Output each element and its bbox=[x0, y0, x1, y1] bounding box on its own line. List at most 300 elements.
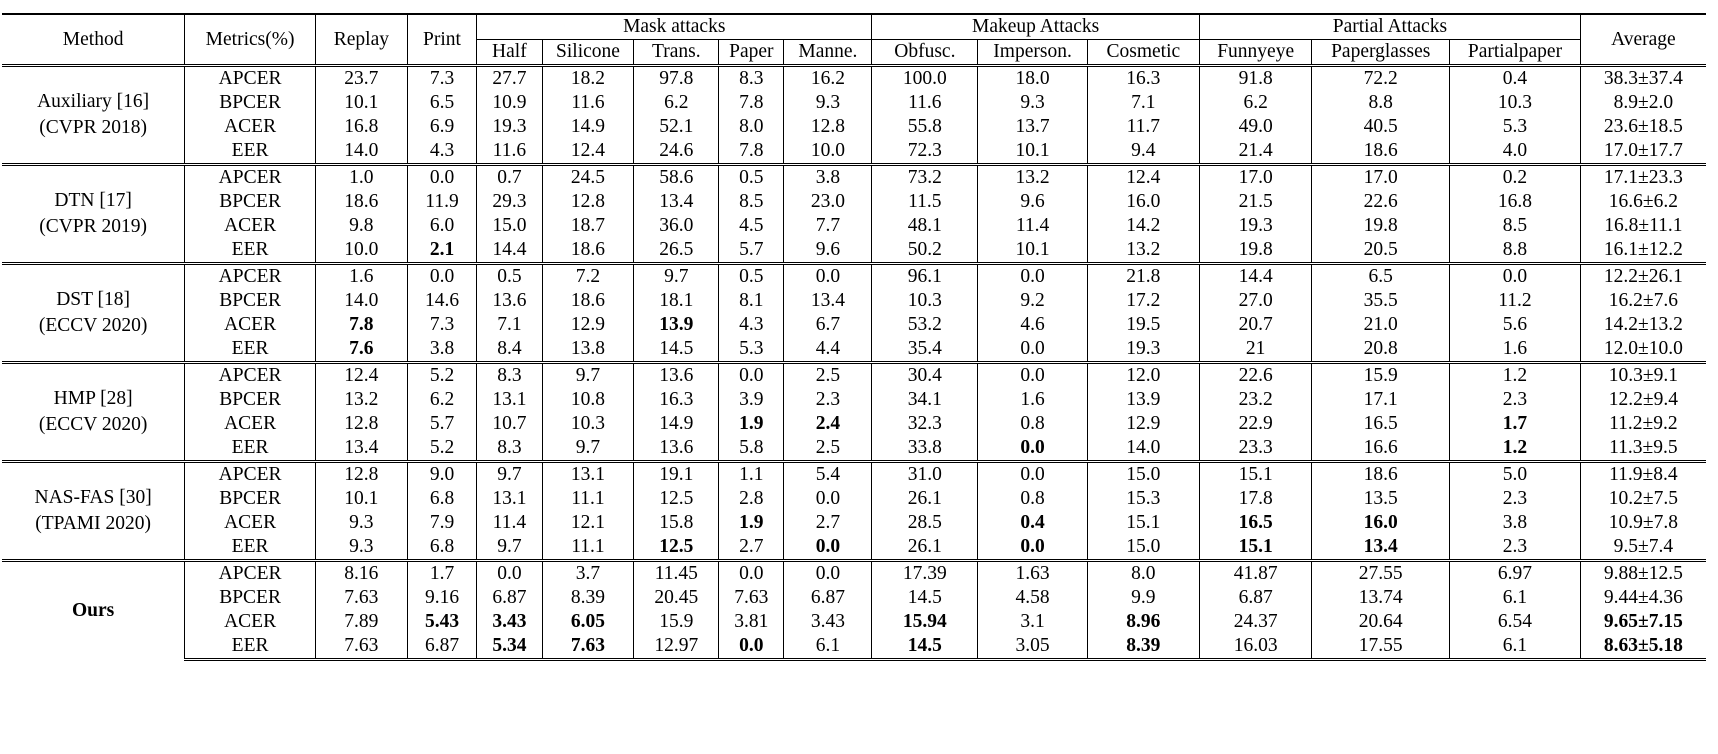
method-name: Auxiliary [16] bbox=[37, 91, 150, 112]
table-row bbox=[2, 511, 1706, 535]
value-cell: 12.4 bbox=[1087, 165, 1199, 191]
value-cell: 20.8 bbox=[1312, 337, 1450, 363]
value-cell: 20.7 bbox=[1200, 313, 1312, 337]
value-cell: 16.03 bbox=[1200, 634, 1312, 660]
value-cell: 7.2 bbox=[542, 264, 634, 290]
method-cell bbox=[2, 462, 185, 561]
value-cell: 16.8 bbox=[1450, 190, 1581, 214]
value-cell: 9.9 bbox=[1087, 586, 1199, 610]
value-cell: 22.6 bbox=[1312, 190, 1450, 214]
method-name: Ours bbox=[71, 599, 115, 621]
value-cell: 14.4 bbox=[477, 238, 542, 264]
value-cell: 6.2 bbox=[407, 388, 476, 412]
metric-cell: EER bbox=[185, 139, 316, 165]
value-cell: 11.1 bbox=[542, 487, 634, 511]
value-cell: 2.5 bbox=[784, 436, 872, 462]
table-row bbox=[2, 264, 1706, 290]
value-cell: 0.4 bbox=[978, 511, 1087, 535]
average-cell: 16.6±6.2 bbox=[1608, 191, 1678, 212]
value-cell: 13.4 bbox=[1312, 535, 1450, 561]
header-sub-trans: Trans. bbox=[634, 40, 719, 66]
value-cell: 7.3 bbox=[407, 313, 476, 337]
value-cell: 0.0 bbox=[978, 337, 1087, 363]
value-cell: 0.5 bbox=[477, 264, 542, 290]
value-cell: 1.63 bbox=[978, 561, 1087, 587]
method-group bbox=[2, 165, 1706, 264]
value-cell: 14.5 bbox=[634, 337, 719, 363]
value-cell: 2.1 bbox=[407, 238, 476, 264]
value-cell: 1.6 bbox=[978, 388, 1087, 412]
table-row bbox=[2, 412, 1706, 436]
value-cell: 12.5 bbox=[634, 487, 719, 511]
value-cell: 5.4 bbox=[784, 462, 872, 488]
value-cell: 14.9 bbox=[542, 115, 634, 139]
value-cell: 73.2 bbox=[872, 165, 978, 191]
value-cell: 16.2 bbox=[784, 66, 872, 92]
value-cell: 11.1 bbox=[542, 535, 634, 561]
table-row bbox=[2, 238, 1706, 264]
value-cell: 13.8 bbox=[542, 337, 634, 363]
table-row bbox=[2, 214, 1706, 238]
header-replay: Replay bbox=[315, 14, 407, 66]
value-cell: 0.5 bbox=[719, 165, 784, 191]
metric-cell: EER bbox=[185, 634, 316, 660]
value-cell: 6.1 bbox=[1450, 634, 1581, 660]
value-cell: 20.5 bbox=[1312, 238, 1450, 264]
value-cell: 0.0 bbox=[978, 363, 1087, 389]
value-cell: 11.4 bbox=[477, 511, 542, 535]
value-cell: 13.6 bbox=[634, 363, 719, 389]
value-cell: 4.3 bbox=[407, 139, 476, 165]
metric-cell: BPCER bbox=[185, 586, 316, 610]
value-cell: 8.96 bbox=[1087, 610, 1199, 634]
value-cell: 21.8 bbox=[1087, 264, 1199, 290]
value-cell: 4.4 bbox=[784, 337, 872, 363]
average-cell: 9.5±7.4 bbox=[1613, 536, 1674, 557]
header-group-mask: Mask attacks bbox=[477, 14, 872, 40]
metric-cell: EER bbox=[185, 436, 316, 462]
header-sub-silicone: Silicone bbox=[542, 40, 634, 66]
table-row bbox=[2, 91, 1706, 115]
value-cell: 24.37 bbox=[1200, 610, 1312, 634]
value-cell: 19.3 bbox=[1087, 337, 1199, 363]
value-cell: 1.7 bbox=[407, 561, 476, 587]
header-sub-paperglasses: Paperglasses bbox=[1312, 40, 1450, 66]
value-cell: 5.2 bbox=[407, 436, 476, 462]
value-cell: 32.3 bbox=[872, 412, 978, 436]
average-cell: 9.65±7.15 bbox=[1603, 611, 1683, 632]
value-cell: 0.0 bbox=[784, 535, 872, 561]
average-cell: 38.3±37.4 bbox=[1580, 66, 1706, 92]
average-cell: 17.0±17.7 bbox=[1603, 140, 1683, 161]
method-cell bbox=[2, 561, 185, 660]
value-cell: 58.6 bbox=[634, 165, 719, 191]
metric-cell: APCER bbox=[185, 264, 316, 290]
header-sub-paper: Paper bbox=[719, 40, 784, 66]
table-row bbox=[2, 337, 1706, 363]
average-cell: 10.2±7.5 bbox=[1608, 488, 1678, 509]
value-cell: 18.7 bbox=[542, 214, 634, 238]
table-row bbox=[2, 289, 1706, 313]
value-cell: 17.2 bbox=[1087, 289, 1199, 313]
value-cell: 1.7 bbox=[1450, 412, 1581, 436]
value-cell: 9.7 bbox=[634, 264, 719, 290]
value-cell: 16.3 bbox=[634, 388, 719, 412]
value-cell: 7.3 bbox=[407, 66, 476, 92]
value-cell: 0.8 bbox=[978, 487, 1087, 511]
value-cell: 3.1 bbox=[978, 610, 1087, 634]
value-cell: 21.5 bbox=[1200, 190, 1312, 214]
value-cell: 7.63 bbox=[315, 634, 407, 660]
value-cell: 8.5 bbox=[719, 190, 784, 214]
value-cell: 10.3 bbox=[542, 412, 634, 436]
value-cell: 19.5 bbox=[1087, 313, 1199, 337]
value-cell: 8.8 bbox=[1450, 238, 1581, 264]
value-cell: 14.5 bbox=[872, 586, 978, 610]
value-cell: 21 bbox=[1200, 337, 1312, 363]
value-cell: 8.0 bbox=[719, 115, 784, 139]
value-cell: 21.4 bbox=[1200, 139, 1312, 165]
value-cell: 7.7 bbox=[784, 214, 872, 238]
metric-cell: APCER bbox=[185, 363, 316, 389]
value-cell: 9.7 bbox=[477, 462, 542, 488]
value-cell: 19.3 bbox=[1200, 214, 1312, 238]
value-cell: 9.3 bbox=[978, 91, 1087, 115]
value-cell: 10.1 bbox=[978, 139, 1087, 165]
value-cell: 10.1 bbox=[978, 238, 1087, 264]
value-cell: 13.9 bbox=[634, 313, 719, 337]
value-cell: 19.1 bbox=[634, 462, 719, 488]
metric-cell: APCER bbox=[185, 66, 316, 92]
value-cell: 48.1 bbox=[872, 214, 978, 238]
value-cell: 33.8 bbox=[872, 436, 978, 462]
value-cell: 15.8 bbox=[634, 511, 719, 535]
value-cell: 6.2 bbox=[1200, 91, 1312, 115]
metric-cell: ACER bbox=[185, 313, 316, 337]
header-group-makeup: Makeup Attacks bbox=[872, 14, 1200, 40]
average-cell: 17.1±23.3 bbox=[1580, 165, 1706, 191]
value-cell: 18.6 bbox=[1312, 462, 1450, 488]
value-cell: 0.0 bbox=[978, 535, 1087, 561]
value-cell: 7.8 bbox=[719, 91, 784, 115]
metric-cell: BPCER bbox=[185, 388, 316, 412]
value-cell: 16.0 bbox=[1087, 190, 1199, 214]
value-cell: 29.3 bbox=[477, 190, 542, 214]
value-cell: 24.5 bbox=[542, 165, 634, 191]
value-cell: 3.8 bbox=[407, 337, 476, 363]
value-cell: 13.9 bbox=[1087, 388, 1199, 412]
value-cell: 96.1 bbox=[872, 264, 978, 290]
value-cell: 18.0 bbox=[978, 66, 1087, 92]
method-name: HMP [28] bbox=[53, 388, 133, 409]
value-cell: 18.6 bbox=[315, 190, 407, 214]
value-cell: 72.2 bbox=[1312, 66, 1450, 92]
value-cell: 10.1 bbox=[315, 91, 407, 115]
value-cell: 13.6 bbox=[634, 436, 719, 462]
value-cell: 7.89 bbox=[315, 610, 407, 634]
header-sub-obfusc: Obfusc. bbox=[872, 40, 978, 66]
value-cell: 12.5 bbox=[634, 535, 719, 561]
value-cell: 0.0 bbox=[719, 561, 784, 587]
header-group-partial: Partial Attacks bbox=[1200, 14, 1581, 40]
header-metrics: Metrics(%) bbox=[185, 14, 316, 66]
metric-cell: APCER bbox=[185, 561, 316, 587]
value-cell: 5.0 bbox=[1450, 462, 1581, 488]
header-sub-cosmetic: Cosmetic bbox=[1087, 40, 1199, 66]
value-cell: 1.1 bbox=[719, 462, 784, 488]
method-venue: (ECCV 2020) bbox=[38, 414, 148, 435]
value-cell: 15.9 bbox=[1312, 363, 1450, 389]
metric-cell: ACER bbox=[185, 412, 316, 436]
value-cell: 0.0 bbox=[784, 264, 872, 290]
value-cell: 2.3 bbox=[784, 388, 872, 412]
value-cell: 2.7 bbox=[719, 535, 784, 561]
value-cell: 13.4 bbox=[634, 190, 719, 214]
value-cell: 11.4 bbox=[978, 214, 1087, 238]
table-row bbox=[2, 610, 1706, 634]
value-cell: 4.6 bbox=[978, 313, 1087, 337]
value-cell: 14.4 bbox=[1200, 264, 1312, 290]
value-cell: 10.0 bbox=[784, 139, 872, 165]
value-cell: 3.81 bbox=[719, 610, 784, 634]
value-cell: 12.8 bbox=[542, 190, 634, 214]
method-name: DTN [17] bbox=[54, 190, 132, 211]
metric-cell: BPCER bbox=[185, 289, 316, 313]
value-cell: 8.3 bbox=[477, 436, 542, 462]
value-cell: 5.8 bbox=[719, 436, 784, 462]
metric-cell: ACER bbox=[185, 115, 316, 139]
value-cell: 12.1 bbox=[542, 511, 634, 535]
table-row bbox=[2, 190, 1706, 214]
value-cell: 9.0 bbox=[407, 462, 476, 488]
value-cell: 2.5 bbox=[784, 363, 872, 389]
value-cell: 8.8 bbox=[1312, 91, 1450, 115]
value-cell: 3.43 bbox=[477, 610, 542, 634]
value-cell: 13.4 bbox=[784, 289, 872, 313]
table-row bbox=[2, 561, 1706, 587]
value-cell: 22.9 bbox=[1200, 412, 1312, 436]
value-cell: 12.97 bbox=[634, 634, 719, 660]
value-cell: 13.6 bbox=[477, 289, 542, 313]
value-cell: 6.87 bbox=[477, 586, 542, 610]
value-cell: 7.9 bbox=[407, 511, 476, 535]
value-cell: 11.6 bbox=[542, 91, 634, 115]
value-cell: 17.55 bbox=[1312, 634, 1450, 660]
value-cell: 7.63 bbox=[315, 586, 407, 610]
metric-cell: BPCER bbox=[185, 190, 316, 214]
value-cell: 3.43 bbox=[784, 610, 872, 634]
value-cell: 10.3 bbox=[1450, 91, 1581, 115]
header-sub-imperson: Imperson. bbox=[978, 40, 1087, 66]
value-cell: 9.16 bbox=[407, 586, 476, 610]
value-cell: 13.2 bbox=[1087, 238, 1199, 264]
value-cell: 6.8 bbox=[407, 487, 476, 511]
value-cell: 7.63 bbox=[719, 586, 784, 610]
value-cell: 5.3 bbox=[719, 337, 784, 363]
method-group bbox=[2, 462, 1706, 561]
value-cell: 13.2 bbox=[315, 388, 407, 412]
value-cell: 10.0 bbox=[315, 238, 407, 264]
value-cell: 4.5 bbox=[719, 214, 784, 238]
value-cell: 19.8 bbox=[1200, 238, 1312, 264]
value-cell: 5.34 bbox=[477, 634, 542, 660]
value-cell: 41.87 bbox=[1200, 561, 1312, 587]
value-cell: 16.6 bbox=[1312, 436, 1450, 462]
value-cell: 16.5 bbox=[1312, 412, 1450, 436]
value-cell: 18.6 bbox=[542, 238, 634, 264]
value-cell: 15.1 bbox=[1087, 511, 1199, 535]
value-cell: 55.8 bbox=[872, 115, 978, 139]
value-cell: 11.5 bbox=[872, 190, 978, 214]
average-cell: 10.9±7.8 bbox=[1608, 512, 1678, 533]
value-cell: 0.2 bbox=[1450, 165, 1581, 191]
value-cell: 0.0 bbox=[784, 487, 872, 511]
value-cell: 1.2 bbox=[1450, 363, 1581, 389]
value-cell: 11.6 bbox=[872, 91, 978, 115]
average-cell: 16.2±7.6 bbox=[1608, 290, 1678, 311]
value-cell: 49.0 bbox=[1200, 115, 1312, 139]
metric-cell: ACER bbox=[185, 214, 316, 238]
method-name: NAS-FAS [30] bbox=[34, 487, 152, 508]
value-cell: 13.74 bbox=[1312, 586, 1450, 610]
value-cell: 3.7 bbox=[542, 561, 634, 587]
value-cell: 1.6 bbox=[315, 264, 407, 290]
table-row bbox=[2, 634, 1706, 660]
value-cell: 0.5 bbox=[719, 264, 784, 290]
value-cell: 0.0 bbox=[719, 634, 784, 660]
value-cell: 7.63 bbox=[542, 634, 634, 660]
value-cell: 5.7 bbox=[719, 238, 784, 264]
value-cell: 30.4 bbox=[872, 363, 978, 389]
value-cell: 9.8 bbox=[315, 214, 407, 238]
value-cell: 16.0 bbox=[1312, 511, 1450, 535]
value-cell: 9.3 bbox=[315, 535, 407, 561]
value-cell: 10.8 bbox=[542, 388, 634, 412]
average-cell: 8.9±2.0 bbox=[1613, 92, 1674, 113]
value-cell: 10.7 bbox=[477, 412, 542, 436]
value-cell: 13.2 bbox=[978, 165, 1087, 191]
value-cell: 31.0 bbox=[872, 462, 978, 488]
average-cell: 12.2±26.1 bbox=[1580, 264, 1706, 290]
value-cell: 6.1 bbox=[784, 634, 872, 660]
metric-cell: APCER bbox=[185, 462, 316, 488]
value-cell: 5.3 bbox=[1450, 115, 1581, 139]
value-cell: 8.3 bbox=[477, 363, 542, 389]
value-cell: 5.7 bbox=[407, 412, 476, 436]
value-cell: 4.0 bbox=[1450, 139, 1581, 165]
value-cell: 14.9 bbox=[634, 412, 719, 436]
value-cell: 8.16 bbox=[315, 561, 407, 587]
value-cell: 9.7 bbox=[477, 535, 542, 561]
value-cell: 6.97 bbox=[1450, 561, 1581, 587]
table-row bbox=[2, 363, 1706, 389]
value-cell: 6.05 bbox=[542, 610, 634, 634]
method-venue: (ECCV 2020) bbox=[38, 315, 148, 336]
value-cell: 12.8 bbox=[315, 462, 407, 488]
value-cell: 9.4 bbox=[1087, 139, 1199, 165]
value-cell: 26.5 bbox=[634, 238, 719, 264]
method-cell bbox=[2, 264, 185, 363]
value-cell: 13.5 bbox=[1312, 487, 1450, 511]
value-cell: 9.7 bbox=[542, 363, 634, 389]
table-row bbox=[2, 313, 1706, 337]
value-cell: 18.6 bbox=[542, 289, 634, 313]
value-cell: 14.0 bbox=[315, 289, 407, 313]
value-cell: 15.94 bbox=[872, 610, 978, 634]
value-cell: 0.0 bbox=[784, 561, 872, 587]
value-cell: 12.9 bbox=[1087, 412, 1199, 436]
value-cell: 17.0 bbox=[1200, 165, 1312, 191]
value-cell: 0.0 bbox=[407, 264, 476, 290]
value-cell: 100.0 bbox=[872, 66, 978, 92]
value-cell: 52.1 bbox=[634, 115, 719, 139]
value-cell: 97.8 bbox=[634, 66, 719, 92]
value-cell: 5.43 bbox=[407, 610, 476, 634]
value-cell: 15.0 bbox=[1087, 462, 1199, 488]
value-cell: 6.5 bbox=[1312, 264, 1450, 290]
value-cell: 0.0 bbox=[477, 561, 542, 587]
method-group bbox=[2, 66, 1706, 165]
value-cell: 17.1 bbox=[1312, 388, 1450, 412]
average-cell: 9.44±4.36 bbox=[1603, 587, 1683, 608]
value-cell: 10.1 bbox=[315, 487, 407, 511]
table-row bbox=[2, 487, 1706, 511]
value-cell: 15.0 bbox=[477, 214, 542, 238]
header-sub-funnyeye: Funnyeye bbox=[1200, 40, 1312, 66]
average-cell: 8.63±5.18 bbox=[1580, 634, 1706, 660]
value-cell: 4.58 bbox=[978, 586, 1087, 610]
value-cell: 35.4 bbox=[872, 337, 978, 363]
average-cell: 23.6±18.5 bbox=[1603, 116, 1683, 137]
value-cell: 21.0 bbox=[1312, 313, 1450, 337]
table-row bbox=[2, 66, 1706, 92]
value-cell: 12.9 bbox=[542, 313, 634, 337]
value-cell: 12.4 bbox=[315, 363, 407, 389]
value-cell: 26.1 bbox=[872, 487, 978, 511]
table-row bbox=[2, 436, 1706, 462]
method-group bbox=[2, 561, 1706, 660]
value-cell: 17.8 bbox=[1200, 487, 1312, 511]
value-cell: 0.7 bbox=[477, 165, 542, 191]
value-cell: 3.8 bbox=[1450, 511, 1581, 535]
value-cell: 6.0 bbox=[407, 214, 476, 238]
value-cell: 27.7 bbox=[477, 66, 542, 92]
value-cell: 7.8 bbox=[719, 139, 784, 165]
value-cell: 50.2 bbox=[872, 238, 978, 264]
value-cell: 2.4 bbox=[784, 412, 872, 436]
value-cell: 6.87 bbox=[784, 586, 872, 610]
metric-cell: EER bbox=[185, 535, 316, 561]
average-cell: 11.2±9.2 bbox=[1609, 413, 1678, 434]
value-cell: 17.39 bbox=[872, 561, 978, 587]
table-row bbox=[2, 535, 1706, 561]
value-cell: 11.7 bbox=[1087, 115, 1199, 139]
method-cell bbox=[2, 165, 185, 264]
value-cell: 12.8 bbox=[784, 115, 872, 139]
value-cell: 8.3 bbox=[719, 66, 784, 92]
value-cell: 6.87 bbox=[1200, 586, 1312, 610]
value-cell: 6.7 bbox=[784, 313, 872, 337]
value-cell: 0.0 bbox=[978, 436, 1087, 462]
average-cell: 10.3±9.1 bbox=[1580, 363, 1706, 389]
value-cell: 8.4 bbox=[477, 337, 542, 363]
method-group bbox=[2, 363, 1706, 462]
table-row bbox=[2, 139, 1706, 165]
value-cell: 15.3 bbox=[1087, 487, 1199, 511]
value-cell: 23.0 bbox=[784, 190, 872, 214]
average-cell: 16.1±12.2 bbox=[1603, 239, 1683, 260]
method-venue: (TPAMI 2020) bbox=[35, 513, 151, 534]
